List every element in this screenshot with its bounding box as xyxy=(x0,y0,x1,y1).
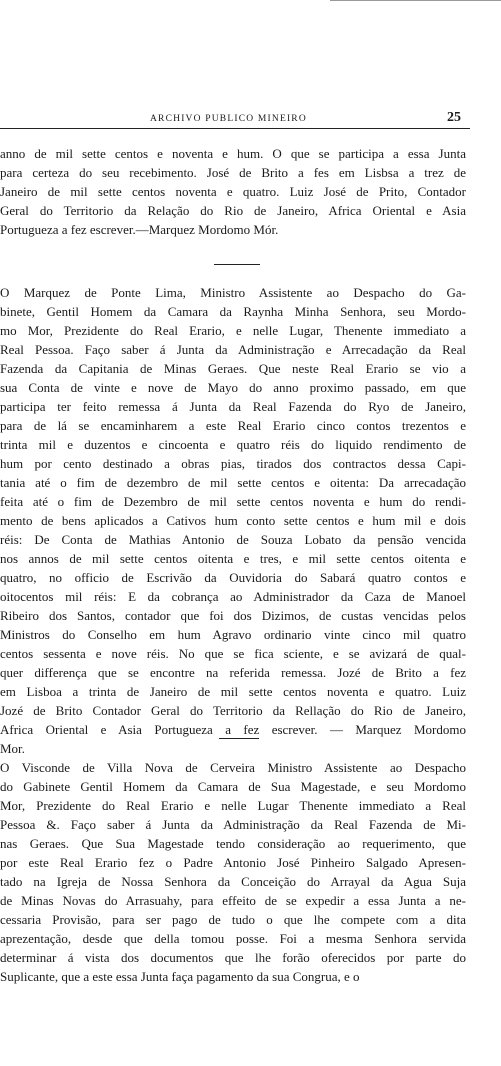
text-line: O Visconde de Villa Nova de Cerveira Ministro Assistente ao Despacho xyxy=(0,760,466,775)
text-line: de Minas Novas do Arrasuahy, para effeito de se expedir a essa Junta a ne- xyxy=(0,893,466,908)
text-line: participa ter feito remessa á Junta da Real Fazenda do Ryo de Janeiro, xyxy=(0,399,466,414)
text-line: hum por cento destinado a obras pias, tirados dos contractos dessa Capi- xyxy=(0,456,466,471)
text-line: Geral do Territorio da Relação do Rio de Janeiro, Africa Oriental e Asia xyxy=(0,203,466,218)
text-line: O Marquez de Ponte Lima, Ministro Assistente ao Despacho do Ga- xyxy=(0,285,466,300)
text-line: mo Mor, Prezidente do Real Erario, e nelle Lugar, Thenente immediato a xyxy=(0,323,466,338)
text-line: mento de bens aplicados a Cativos hum conto sette centos e hum mil e dois xyxy=(0,513,466,528)
text-line: nas Geraes. Que Sua Magestade tendo consideração ao requerimento, que xyxy=(0,836,466,851)
text-line: quatro, no officio de Escrivão da Ouvidoria do Sabará quatro contos e xyxy=(0,570,466,585)
text-line: tania até o fim de dezembro de mil sette centos e oitenta: Da arrecadação xyxy=(0,475,466,490)
text-line: centos sessenta e nove réis. No que se fica sciente, e se avizará de qual- xyxy=(0,646,466,661)
text-line: para certeza do seu recebimento. José de Brito a fes em Lisbsa a trez de xyxy=(0,165,466,180)
text-line: em Lisboa a trinta de Janeiro de mil sette centos noventa e quatro. Luiz xyxy=(0,684,466,699)
text-line: para de lá se encaminharem a este Real Erario cinco contos trezentos e xyxy=(0,418,466,433)
page-header xyxy=(0,110,461,128)
text-line: Mor. xyxy=(0,741,25,756)
top-edge-rule xyxy=(330,0,501,1)
text-line: anno de mil sette centos e noventa e hum. O que se participa a essa Junta xyxy=(0,146,466,161)
section-separator xyxy=(219,738,259,739)
text-line: binete, Gentil Homem da Camara da Raynha Minha Senhora, seu Mordo- xyxy=(0,304,466,319)
section-separator xyxy=(214,264,260,265)
text-line: nos annos de mil sette centos oitenta e tres, e mil sette centos oitenta e xyxy=(0,551,466,566)
text-line: do Gabinete Gentil Homem da Camara de Sua Magestade, e seu Mordomo xyxy=(0,779,466,794)
paragraph-visconde-villa-nova xyxy=(0,758,466,986)
text-line: quer differença que se encontre na referida remessa. Jozé de Brito a fez xyxy=(0,665,466,680)
text-line: determinar á vista dos documentos que lhe forão oferecidos por parte do xyxy=(0,950,466,965)
paragraph-marquez-ponte-lima xyxy=(0,283,466,758)
page-number: 25 xyxy=(447,110,461,125)
text-line: Africa Oriental e Asia Portugueza a fez escrever. — Marquez Mordomo xyxy=(0,722,466,737)
text-line: réis: De Conta de Mathias Antonio de Souza Lobato da pensão vencida xyxy=(0,532,466,547)
text-line: Pessoa &. Faço saber á Junta da Administração da Real Fazenda de Mi- xyxy=(0,817,466,832)
text-line: cessaria Provisão, para ser pago de tudo o que lhe compete com a dita xyxy=(0,912,466,927)
text-line: Jozé de Brito Contador Geral do Territorio da Rellação do Rio de Janeiro, xyxy=(0,703,466,718)
running-head: ARCHIVO PUBLICO MINEIRO xyxy=(150,114,307,124)
text-line: Ribeiro dos Santos, contador que foi dos Dizimos, de custas vencidas pelos xyxy=(0,608,466,623)
text-line: Portugueza a fez escrever.—Marquez Mordomo Mór. xyxy=(0,222,279,237)
text-line: Real Pessoa. Faço saber á Junta da Administração e Arrecadação da Real xyxy=(0,342,466,357)
text-line: por este Real Erario fez o Padre Antonio José Pinheiro Salgado Apresen- xyxy=(0,855,466,870)
text-line: Janeiro de mil sette centos noventa e quatro. Luiz José de Prito, Contador xyxy=(0,184,466,199)
text-line: tado na Igreja de Nossa Senhora da Conceição do Arrayal da Agua Suja xyxy=(0,874,466,889)
text-line: sua Conta de vinte e nove de Mayo do anno proximo passado, em que xyxy=(0,380,466,395)
text-line: trinta mil e duzentos e cincoenta e quatro réis do liquido rendimento de xyxy=(0,437,466,452)
text-line: aprezentação, desde que della tomou posse. Foi a mesma Senhora servida xyxy=(0,931,466,946)
text-line: feita até o fim de Dezembro de mil sette centos noventa e hum do rendi- xyxy=(0,494,466,509)
text-line: Ministros do Conselho em hum Agravo ordinario vinte cinco mil quatro xyxy=(0,627,466,642)
text-line: oitocentos mil réis: E da cobrança ao Administrador da Caza de Manoel xyxy=(0,589,466,604)
text-line: Mor, Prezidente do Real Erario e nelle Lugar Thenente immediato a Real xyxy=(0,798,466,813)
paragraph-closing-previous xyxy=(0,144,466,239)
header-rule xyxy=(0,128,470,129)
text-line: Fazenda da Capitania de Minas Geraes. Que neste Real Erario se vio a xyxy=(0,361,466,376)
text-line: Suplicante, que a este essa Junta faça pagamento da sua Congrua, e o xyxy=(0,969,360,984)
